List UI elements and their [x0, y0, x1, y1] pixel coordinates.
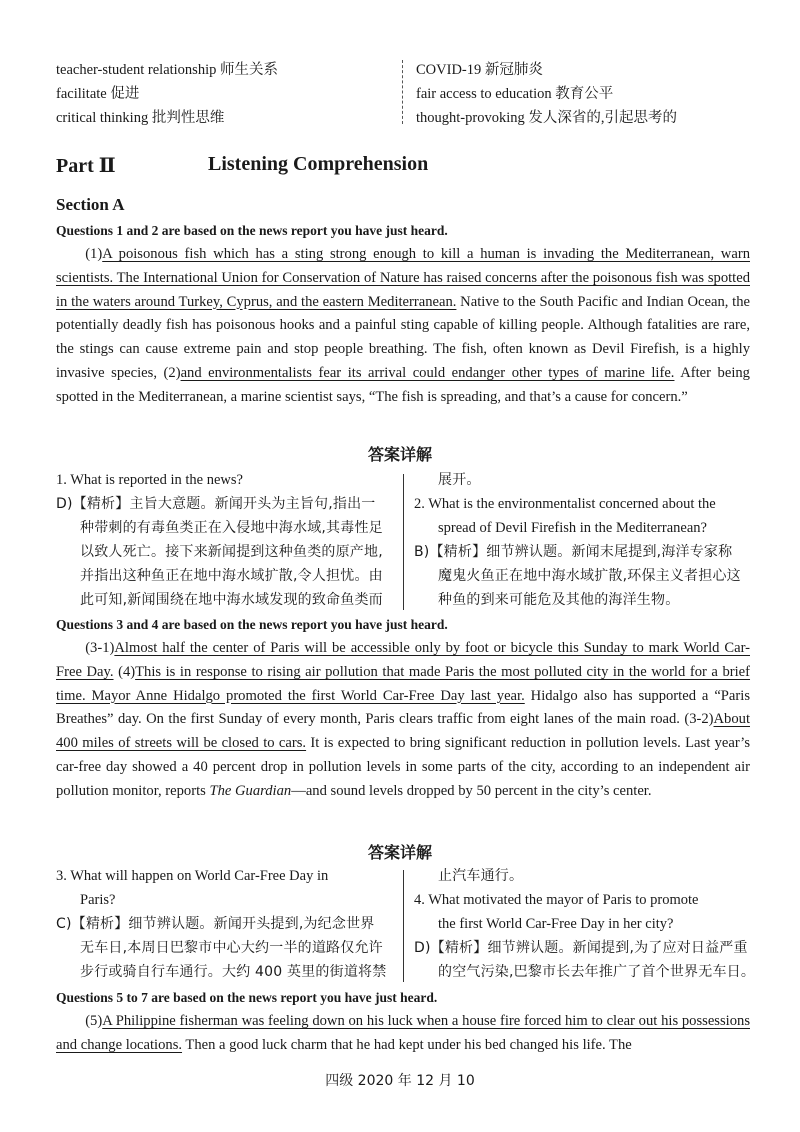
question-line: 3. What will happen on World Car-Free Day in — [56, 868, 329, 884]
part-title: Listening Comprehension — [208, 153, 429, 175]
underlined-text: About 400 miles of streets will be closed to cars. — [56, 711, 750, 752]
marker: (1) — [85, 246, 103, 262]
explanation-line: 展开。 — [438, 472, 481, 488]
explanation-line: D)【精析】细节辨认题。新闻提到,为了应对日益严重 — [414, 940, 748, 956]
column-divider — [403, 870, 404, 982]
explanation-line: 种鱼的到来可能危及其他的海洋生物。 — [438, 592, 680, 608]
publication-name: The Guardian — [209, 782, 292, 799]
vocabulary-left-column — [56, 58, 278, 130]
question-line: 4. What motivated the mayor of Paris to promote — [414, 892, 699, 908]
news-report-3 — [56, 1010, 750, 1058]
vocab-item: teacher-student relationship 师生关系 — [56, 62, 278, 78]
explanation-line: 步行或骑自行车通行。大约 400 英里的街道将禁 — [80, 964, 387, 980]
vocab-item: fair access to education 教育公平 — [416, 86, 614, 102]
underlined-text: and environmentalists fear its arrival could endanger other types of marine life. — [180, 364, 675, 381]
news-report-1 — [56, 243, 750, 410]
explanation-line: 种带刺的有毒鱼类正在入侵地中海水域,其毒性足 — [80, 520, 383, 536]
explanation-line: 止汽车通行。 — [438, 868, 524, 884]
question-line: 1. What is reported in the news? — [56, 472, 243, 488]
underlined-text: A Philippine fisherman was feeling down on his luck when a house fire forced him to clear out his possessions and change locations. — [56, 1013, 750, 1053]
question-line: 2. What is the environmentalist concerned about the — [414, 496, 716, 512]
section-title: Section A — [56, 195, 125, 214]
questions-intro-1-2: Questions 1 and 2 are based on the news report you have just heard. — [56, 223, 448, 238]
part-number: Part Ⅱ — [56, 155, 116, 177]
explanation-line: 此可知,新闻围绕在地中海水域发现的致命鱼类而 — [80, 592, 383, 608]
vocab-column-divider — [402, 60, 403, 124]
marker: (4) — [113, 663, 136, 680]
explanation-line: D)【精析】主旨大意题。新闻开头为主旨句,指出一 — [56, 496, 376, 512]
passage-text: Then a good luck charm that he had kept under his bed changed his life. The — [182, 1036, 632, 1053]
passage-text: —and sound levels dropped by 50 percent in the city’s center. — [291, 782, 652, 799]
explanation-line: C)【精析】细节辨认题。新闻开头提到,为纪念世界 — [56, 916, 375, 932]
explanation-line: 的空气污染,巴黎市长去年推广了首个世界无车日。 — [438, 964, 756, 980]
news-report-2 — [56, 637, 750, 804]
column-divider — [403, 474, 404, 610]
answer-explanation-heading: 答案详解 — [367, 445, 432, 464]
marker: (3-2) — [684, 711, 714, 728]
vocabulary-list — [56, 58, 756, 128]
underlined-text: Almost half the center of Paris will be accessible only by foot or bicycle this Sunday to mark World Car-Free Day. — [56, 640, 750, 680]
questions-intro-3-4: Questions 3 and 4 are based on the news report you have just heard. — [56, 617, 448, 632]
page-footer: 四级 2020 年 12 月 10 — [325, 1073, 475, 1089]
vocab-item: COVID-19 新冠肺炎 — [416, 62, 543, 78]
answer-explanation-heading: 答案详解 — [367, 843, 432, 862]
vocabulary-right-column — [416, 58, 677, 130]
explanation-line: B)【精析】细节辨认题。新闻末尾提到,海洋专家称 — [414, 544, 733, 560]
underlined-text: This is in response to rising air pollution that made Paris the most polluted city in the world for a brief time. Mayor Anne Hidalgo promoted the first World Car-Free Day last year. — [56, 663, 751, 704]
explanation-line: 以致人死亡。接下来新闻提到这种鱼类的原产地, — [80, 544, 383, 560]
vocab-item: facilitate 促进 — [56, 86, 140, 102]
explanation-line: 魔鬼火鱼正在地中海水域扩散,环保主义者担心这 — [438, 568, 741, 584]
marker: (2) — [163, 364, 181, 381]
answer-right-column — [414, 864, 756, 984]
passage-text: It is expected to bring significant reduction in pollution levels. Last year’s car-free day showed a 40 percent drop in pollution levels in some parts of the city, according to an independent air pollution monitor, reports — [56, 735, 751, 799]
underlined-text: A poisonous fish which has a sting strong enough to kill a human is invading the Mediterranean, warn scientists. The International Union for Conservation of Nature has raised concerns after the poisonous fish was spotted in the waters around Turkey, Cyprus, and the eastern Mediterranean. — [56, 246, 750, 310]
passage-text: After being spotted in the Mediterranean, a marine scientist says, “The fish is spreading, and that’s a cause for concern.” — [56, 364, 750, 405]
vocab-item: critical thinking 批判性思维 — [56, 110, 225, 126]
answer-left-column — [56, 864, 394, 984]
marker: (3-1) — [85, 640, 115, 656]
question-line: the first World Car-Free Day in her city? — [438, 916, 674, 932]
answer-left-column — [56, 468, 394, 612]
explanation-line: 无车日,本周日巴黎市中心大约一半的道路仅允许 — [80, 940, 383, 956]
question-line: spread of Devil Firefish in the Mediterranean? — [438, 520, 707, 536]
question-line: Paris? — [80, 892, 116, 908]
explanation-line: 并指出这种鱼正在地中海水域扩散,令人担忧。由 — [80, 568, 383, 584]
passage-text: Hidalgo also has supported a “Paris Breathes” day. On the first Sunday of every month, Paris clears traffic from eight lanes of the main road. — [56, 687, 750, 728]
vocab-item: thought-provoking 发人深省的,引起思考的 — [416, 110, 677, 126]
answer-right-column — [414, 468, 752, 612]
marker: (5) — [85, 1013, 103, 1029]
questions-intro-5-7: Questions 5 to 7 are based on the news report you have just heard. — [56, 990, 438, 1005]
passage-text: Native to the South Pacific and Indian Ocean, the potentially deadly fish has poisonous hooks and a painful sting capable of killing people. Although fatalities are rare, the stings can cause extreme pain and stop people breathing. The fish, often known as Devil Firefish, is a highly invasive species, — [56, 293, 750, 381]
